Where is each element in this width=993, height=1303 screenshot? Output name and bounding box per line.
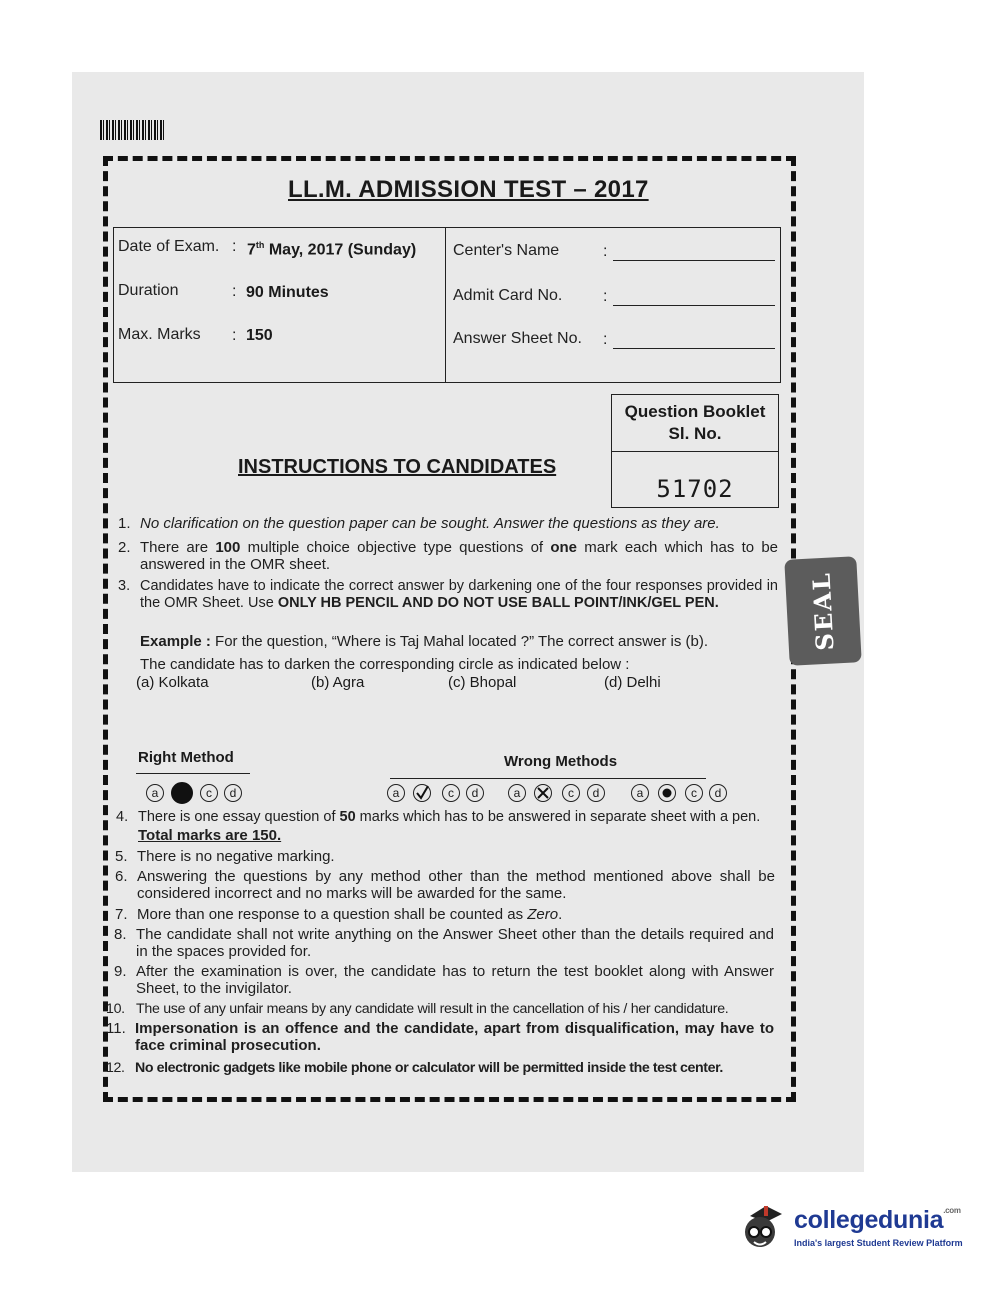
bubble-d: d	[466, 784, 484, 802]
date-label: Date of Exam.	[118, 238, 220, 255]
divider	[136, 773, 250, 774]
booklet-serial-box	[611, 394, 779, 508]
center-name-blank	[613, 260, 775, 261]
marks-label: Max. Marks	[118, 326, 201, 343]
instruction-1: 1. No clarification on the question paper can be sought. Answer the questions as they are.	[118, 515, 720, 532]
right-method-label: Right Method	[138, 749, 234, 766]
bubble-b-filled	[171, 782, 193, 804]
date-value: 7th May, 2017 (Sunday)	[247, 240, 417, 259]
mascot-icon	[736, 1202, 786, 1252]
center-name-label: Center's Name	[453, 242, 560, 259]
instruction-8: 8. The candidate shall not write anything on the Answer Sheet other than the details required and in the spaces provided for.	[114, 926, 774, 960]
instructions-heading: INSTRUCTIONS TO CANDIDATES	[238, 456, 557, 478]
instruction-10: 10. The use of any unfair means by any candidate will result in the cancellation of his / her candidature.	[106, 1001, 729, 1017]
bubble-b-crossed	[534, 784, 552, 802]
bubble-c: c	[200, 784, 218, 802]
marks-colon: :	[232, 327, 237, 344]
instruction-4: 4. There is one essay question of 50 marks which has to be answered in separate sheet with a pen.	[116, 809, 761, 825]
instruction-9: 9. After the examination is over, the candidate has to return the test booklet along with Answer Sheet, to the invigilator.	[114, 963, 774, 997]
instruction-2: 2. There are 100 multiple choice objective type questions of one mark each which has to be answered in the OMR sheet.	[118, 539, 779, 573]
total-marks-note: Total marks are 150.	[138, 827, 282, 844]
duration-label: Duration	[118, 282, 179, 299]
center-colon: :	[603, 243, 608, 260]
option-a: (a) Kolkata	[136, 674, 209, 691]
instruction-12: 12. No electronic gadgets like mobile phone or calculator will be permitted inside the test center.	[106, 1060, 723, 1076]
instruction-3: 3. Candidates have to indicate the correct answer by darkening one of the four responses provided in the OMR Sheet. Use ONLY HB PENCIL AND DO NOT USE BALL POINT/INK/GEL PEN.	[118, 578, 778, 611]
admit-card-blank	[613, 305, 775, 306]
booklet-serial-title: Question Booklet Sl. No.	[624, 402, 766, 443]
barcode	[100, 120, 166, 140]
logo-wordmark: collegedunia$^{.com}$	[794, 1206, 961, 1234]
bubble-c: c	[562, 784, 580, 802]
bubble-a: a	[387, 784, 405, 802]
duration-colon: :	[232, 283, 237, 300]
seal-tab	[784, 556, 861, 666]
instruction-7: 7. More than one response to a question shall be counted as Zero.	[115, 906, 563, 923]
page-title: LL.M. ADMISSION TEST – 2017	[288, 176, 649, 203]
bubble-a: a	[146, 784, 164, 802]
bubble-b-partial	[658, 784, 676, 802]
option-b: (b) Agra	[311, 674, 365, 691]
answer-sheet-colon: :	[603, 331, 608, 348]
bubble-b-ticked	[413, 784, 431, 802]
divider	[612, 451, 778, 452]
bubble-d: d	[587, 784, 605, 802]
divider	[445, 228, 446, 382]
instruction-11: 11. Impersonation is an offence and the candidate, apart from disqualification, may have to face criminal prosecution.	[106, 1020, 774, 1054]
example-line-2: The candidate has to darken the corresponding circle as indicated below :	[140, 656, 630, 673]
seal-label: SEAL	[806, 570, 840, 652]
collegedunia-logo	[736, 1198, 966, 1258]
instruction-6: 6. Answering the questions by any method other than the method mentioned above shall be considered incorrect and no marks will be awarded for the same.	[115, 868, 775, 902]
bubble-d: d	[709, 784, 727, 802]
marks-value: 150	[246, 327, 273, 344]
example-line: Example : For the question, “Where is Taj Mahal located ?” The correct answer is (b).	[140, 633, 709, 650]
option-d: (d) Delhi	[604, 674, 661, 691]
duration-value: 90 Minutes	[246, 284, 329, 301]
admit-colon: :	[603, 288, 608, 305]
bubble-a: a	[631, 784, 649, 802]
date-colon: :	[232, 238, 237, 255]
instruction-5: 5. There is no negative marking.	[115, 848, 335, 865]
booklet-serial-number: 51702	[656, 475, 734, 503]
divider	[390, 778, 706, 779]
bubble-c: c	[685, 784, 703, 802]
answer-sheet-label: Answer Sheet No.	[453, 330, 582, 347]
wrong-methods-label: Wrong Methods	[504, 753, 618, 770]
admit-card-label: Admit Card No.	[453, 287, 563, 304]
option-c: (c) Bhopal	[448, 674, 517, 691]
bubble-c: c	[442, 784, 460, 802]
logo-tagline: India's largest Student Review Platform	[794, 1238, 963, 1248]
bubble-d: d	[224, 784, 242, 802]
bubble-a: a	[508, 784, 526, 802]
answer-sheet-blank	[613, 348, 775, 349]
